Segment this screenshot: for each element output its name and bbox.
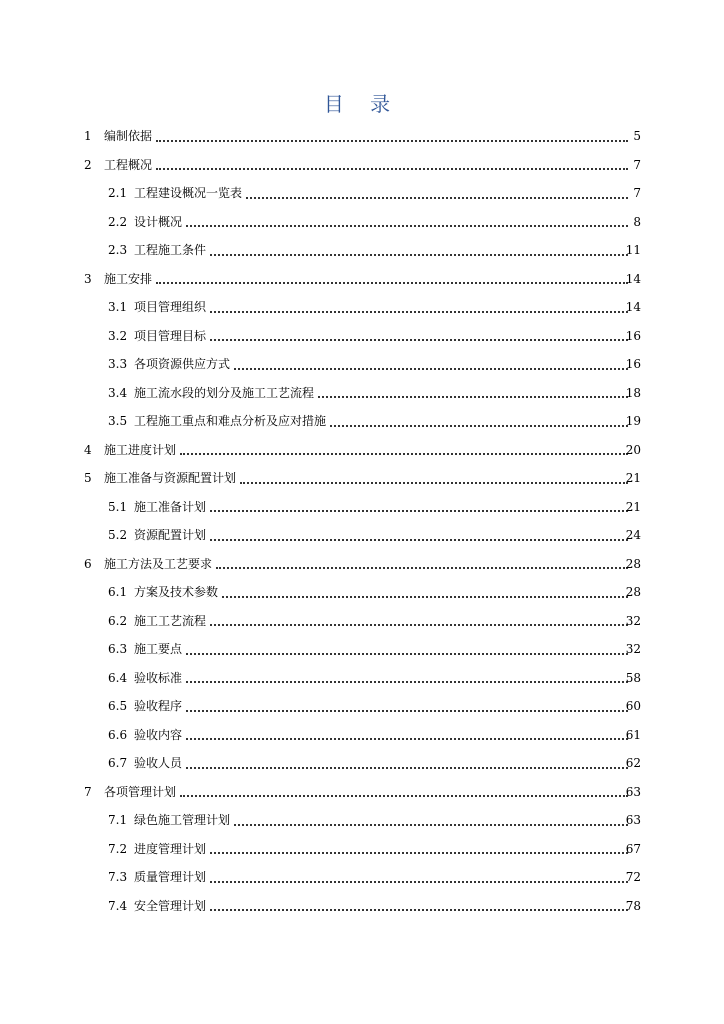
toc-dot-leader	[186, 652, 628, 655]
toc-entry-text-wrap	[104, 158, 634, 172]
toc-entry-page-number: 28	[625, 556, 641, 571]
toc-entry-number: 4	[84, 442, 92, 457]
toc-entry-label: 进度管理计划	[134, 841, 207, 856]
toc-entry-label: 施工流水段的划分及施工工艺流程	[134, 385, 315, 400]
toc-entry-text-wrap	[134, 243, 634, 257]
toc-entry[interactable]	[0, 521, 724, 550]
toc-entry[interactable]	[0, 436, 724, 465]
toc-entry[interactable]	[0, 179, 724, 208]
toc-entry[interactable]	[0, 863, 724, 892]
toc-entry-text-wrap	[134, 756, 634, 770]
toc-dot-leader	[210, 880, 628, 883]
toc-entry[interactable]	[0, 835, 724, 864]
toc-entry-label: 验收人员	[134, 756, 183, 771]
toc-entry-number: 6.5	[108, 699, 128, 714]
toc-entry-number: 3.4	[108, 385, 128, 400]
toc-entry-text-wrap	[134, 215, 634, 229]
toc-entry-page-number: 16	[625, 328, 641, 343]
toc-entry[interactable]	[0, 635, 724, 664]
toc-dot-leader	[234, 367, 628, 370]
toc-entry-text-wrap	[104, 785, 634, 799]
toc-entry-number: 2	[84, 157, 92, 172]
toc-dot-leader	[240, 481, 628, 484]
toc-entry[interactable]	[0, 293, 724, 322]
toc-entry-number: 6.7	[108, 756, 128, 771]
toc-entry-text-wrap	[134, 329, 634, 343]
toc-entry-label: 验收程序	[134, 699, 183, 714]
toc-entry-number: 5.1	[108, 499, 128, 514]
toc-entry-label: 项目管理组织	[134, 300, 207, 315]
toc-entry-page-number: 18	[625, 385, 641, 400]
toc-dot-leader	[210, 538, 628, 541]
toc-entry-page-number: 60	[625, 699, 641, 714]
toc-entry-number: 3.5	[108, 414, 128, 429]
toc-entry-text-wrap	[134, 528, 634, 542]
toc-entry[interactable]	[0, 664, 724, 693]
toc-entry-page-number: 20	[625, 442, 641, 457]
toc-entry-number: 6.3	[108, 642, 128, 657]
toc-entry[interactable]	[0, 806, 724, 835]
toc-entry-number: 3	[84, 271, 92, 286]
toc-entry-text-wrap	[134, 699, 634, 713]
toc-entry-label: 验收内容	[134, 727, 183, 742]
toc-entry[interactable]	[0, 236, 724, 265]
toc-dot-leader	[156, 139, 628, 142]
toc-entry-text-wrap	[134, 899, 634, 913]
toc-dot-leader	[210, 851, 628, 854]
toc-entry-text-wrap	[134, 585, 634, 599]
toc-entry-page-number: 58	[625, 670, 641, 685]
toc-entry-page-number: 7	[633, 186, 641, 201]
toc-entry-label: 工程概况	[104, 157, 153, 172]
toc-entry-number: 1	[84, 129, 92, 144]
toc-entry-label: 各项管理计划	[104, 784, 177, 799]
toc-entry-number: 7	[84, 784, 92, 799]
toc-entry-page-number: 21	[625, 471, 641, 486]
toc-entry[interactable]	[0, 379, 724, 408]
toc-entry-number: 7.2	[108, 841, 128, 856]
toc-entry-text-wrap	[104, 471, 634, 485]
toc-entry-page-number: 5	[633, 129, 641, 144]
toc-entry-page-number: 32	[625, 613, 641, 628]
toc-dot-leader	[186, 680, 628, 683]
toc-entry-page-number: 19	[625, 414, 641, 429]
toc-entry-text-wrap	[134, 300, 634, 314]
toc-entry-label: 施工要点	[134, 642, 183, 657]
toc-entry-label: 施工准备与资源配置计划	[104, 471, 237, 486]
toc-entry[interactable]	[0, 493, 724, 522]
toc-entry-number: 2.2	[108, 214, 128, 229]
toc-entry-text-wrap	[134, 500, 634, 514]
toc-entry-text-wrap	[104, 129, 634, 143]
toc-entry-text-wrap	[134, 671, 634, 685]
toc-entry[interactable]	[0, 721, 724, 750]
toc-entry-text-wrap	[104, 557, 634, 571]
toc-entry-page-number: 8	[633, 214, 641, 229]
toc-entry-label: 安全管理计划	[134, 898, 207, 913]
toc-entry-number: 3.2	[108, 328, 128, 343]
toc-entry-page-number: 14	[625, 271, 641, 286]
toc-dot-leader	[210, 338, 628, 341]
toc-entry-label: 工程施工重点和难点分析及应对措施	[134, 414, 327, 429]
toc-entry[interactable]	[0, 151, 724, 180]
toc-dot-leader	[234, 823, 628, 826]
toc-entry[interactable]	[0, 607, 724, 636]
toc-dot-leader	[186, 737, 628, 740]
toc-entry-page-number: 24	[625, 528, 641, 543]
toc-dot-leader	[186, 766, 628, 769]
toc-dot-leader	[156, 281, 628, 284]
toc-entry-text-wrap	[134, 728, 634, 742]
toc-entry-label: 施工方法及工艺要求	[104, 556, 213, 571]
toc-entry-page-number: 11	[625, 243, 641, 258]
toc-entry[interactable]	[0, 692, 724, 721]
toc-entry[interactable]	[0, 407, 724, 436]
toc-entry-text-wrap	[134, 386, 634, 400]
toc-entry-label: 方案及技术参数	[134, 585, 219, 600]
toc-entry-text-wrap	[134, 614, 634, 628]
toc-entry-text-wrap	[134, 357, 634, 371]
toc-entry-page-number: 63	[625, 784, 641, 799]
toc-entry-label: 施工安排	[104, 271, 153, 286]
toc-dot-leader	[186, 709, 628, 712]
toc-entry-label: 质量管理计划	[134, 870, 207, 885]
toc-entry-page-number: 16	[625, 357, 641, 372]
toc-entry-page-number: 62	[625, 756, 641, 771]
toc-dot-leader	[210, 908, 628, 911]
toc-entry-label: 各项资源供应方式	[134, 357, 231, 372]
toc-dot-leader	[222, 595, 628, 598]
toc-entry[interactable]	[0, 322, 724, 351]
toc-entry-page-number: 21	[625, 499, 641, 514]
toc-entry-page-number: 7	[633, 157, 641, 172]
toc-entry-page-number: 28	[625, 585, 641, 600]
toc-entry-label: 工程施工条件	[134, 243, 207, 258]
toc-entry-label: 编制依据	[104, 129, 153, 144]
toc-entry-number: 6	[84, 556, 92, 571]
toc-entry[interactable]	[0, 550, 724, 579]
toc-entry-label: 项目管理目标	[134, 328, 207, 343]
toc-entry[interactable]	[0, 208, 724, 237]
toc-entry-text-wrap	[134, 642, 634, 656]
toc-dot-leader	[210, 310, 628, 313]
toc-dot-leader	[330, 424, 628, 427]
toc-dot-leader	[156, 167, 628, 170]
toc-entry-label: 绿色施工管理计划	[134, 813, 231, 828]
toc-entry-label: 设计概况	[134, 214, 183, 229]
toc-entry-number: 2.3	[108, 243, 128, 258]
toc-dot-leader	[180, 794, 628, 797]
toc-entry[interactable]	[0, 464, 724, 493]
toc-dot-leader	[210, 509, 628, 512]
toc-entry-page-number: 32	[625, 642, 641, 657]
toc-dot-leader	[216, 566, 628, 569]
toc-entry-text-wrap	[134, 813, 634, 827]
toc-entry-label: 施工进度计划	[104, 442, 177, 457]
toc-title: 目 录	[323, 92, 401, 116]
toc-entry-text-wrap	[134, 842, 634, 856]
toc-entry[interactable]	[0, 578, 724, 607]
toc-entry[interactable]	[0, 778, 724, 807]
toc-entry-text-wrap	[104, 272, 634, 286]
toc-entry-page-number: 61	[625, 727, 641, 742]
toc-entry-number: 6.2	[108, 613, 128, 628]
toc-entry-page-number: 14	[625, 300, 641, 315]
toc-entry-page-number: 72	[625, 870, 641, 885]
toc-entry-number: 6.4	[108, 670, 128, 685]
toc-entry-number: 5.2	[108, 528, 128, 543]
toc-entry-number: 6.1	[108, 585, 128, 600]
toc-list	[0, 122, 724, 920]
toc-entry-number: 3.1	[108, 300, 128, 315]
toc-entry-number: 2.1	[108, 186, 128, 201]
toc-entry-text-wrap	[104, 443, 634, 457]
toc-entry-label: 工程建设概况一览表	[134, 186, 243, 201]
toc-entry[interactable]	[0, 892, 724, 921]
toc-entry[interactable]	[0, 265, 724, 294]
toc-entry-label: 资源配置计划	[134, 528, 207, 543]
toc-entry-text-wrap	[134, 870, 634, 884]
toc-entry[interactable]	[0, 749, 724, 778]
toc-entry-label: 施工准备计划	[134, 499, 207, 514]
toc-entry-page-number: 63	[625, 813, 641, 828]
toc-entry-number: 7.3	[108, 870, 128, 885]
toc-dot-leader	[180, 452, 628, 455]
toc-entry-page-number: 78	[625, 898, 641, 913]
toc-entry-number: 3.3	[108, 357, 128, 372]
toc-entry-text-wrap	[134, 414, 634, 428]
toc-entry-number: 5	[84, 471, 92, 486]
toc-dot-leader	[186, 224, 628, 227]
toc-dot-leader	[210, 623, 628, 626]
toc-entry-number: 7.4	[108, 898, 128, 913]
toc-entry-number: 7.1	[108, 813, 128, 828]
toc-entry[interactable]	[0, 122, 724, 151]
toc-dot-leader	[318, 395, 628, 398]
toc-dot-leader	[246, 196, 628, 199]
toc-dot-leader	[210, 253, 628, 256]
toc-entry[interactable]	[0, 350, 724, 379]
toc-entry-page-number: 67	[625, 841, 641, 856]
toc-entry-number: 6.6	[108, 727, 128, 742]
toc-entry-label: 施工工艺流程	[134, 613, 207, 628]
toc-entry-label: 验收标准	[134, 670, 183, 685]
toc-entry-text-wrap	[134, 186, 634, 200]
